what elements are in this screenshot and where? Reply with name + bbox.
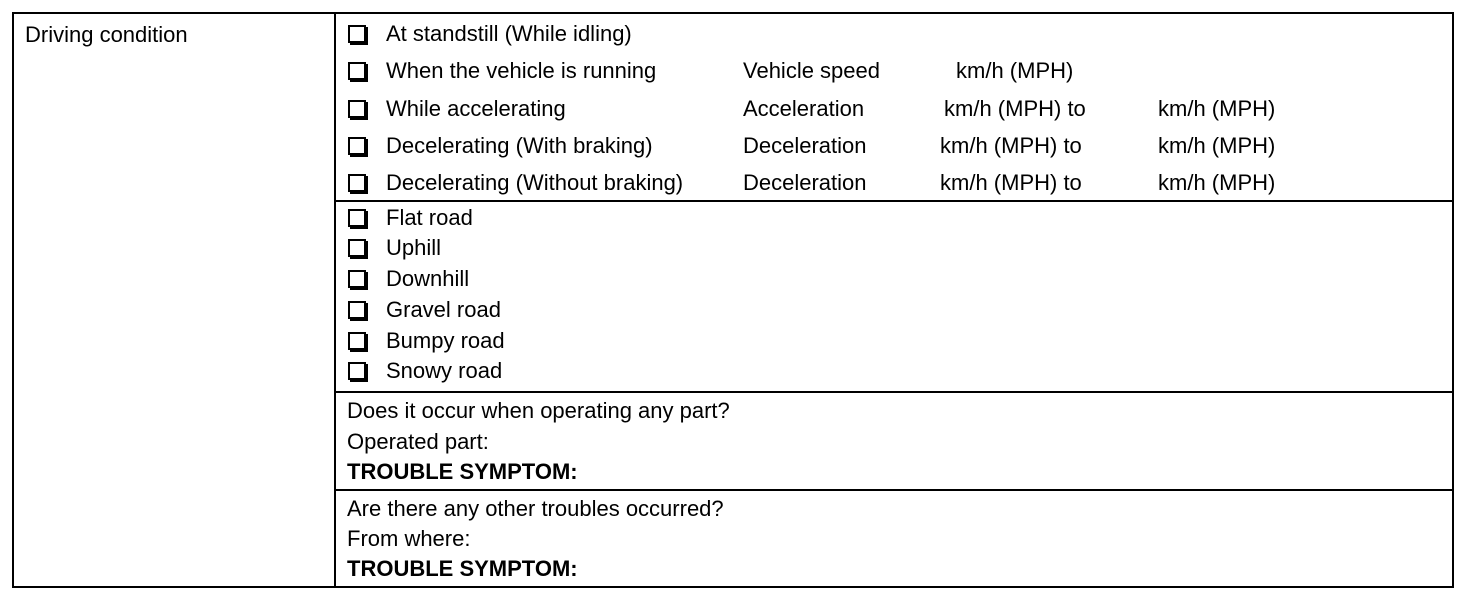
list-item	[336, 327, 936, 357]
acceleration-label: Acceleration	[743, 96, 865, 121]
checkbox-label: Decelerating (Without braking)	[386, 170, 684, 195]
list-item	[336, 19, 1436, 49]
list-item	[336, 296, 936, 326]
speed-to-unit: km/h (MPH)	[1158, 133, 1276, 158]
speed-unit: km/h (MPH)	[956, 58, 1074, 83]
list-item	[336, 204, 936, 234]
checkbox-label: Flat road	[386, 205, 473, 230]
checkbox-label: At standstill (While idling)	[386, 21, 632, 46]
other-troubles-section	[336, 491, 1452, 588]
road-type-section	[336, 202, 1452, 393]
checkbox-label: Decelerating (With braking)	[386, 133, 653, 158]
driving-condition-form	[12, 12, 1454, 588]
vehicle-speed-label: Vehicle speed	[743, 58, 880, 83]
operation-section	[336, 393, 1452, 491]
label-column	[14, 14, 336, 586]
checkbox-flat-road[interactable]	[348, 209, 366, 227]
operation-question: Does it occur when operating any part?	[347, 398, 730, 423]
deceleration-label: Deceleration	[743, 170, 867, 195]
other-troubles-question: Are there any other troubles occurred?	[347, 496, 724, 521]
checkbox-running[interactable]	[348, 62, 366, 80]
deceleration-label: Deceleration	[743, 133, 867, 158]
checkbox-decel-no-braking[interactable]	[348, 174, 366, 192]
checkbox-decel-braking[interactable]	[348, 137, 366, 155]
list-item	[336, 131, 1436, 161]
list-item	[336, 94, 1436, 124]
list-item	[336, 265, 936, 295]
from-where-label: From where:	[347, 526, 471, 551]
checkbox-uphill[interactable]	[348, 239, 366, 257]
checkbox-label: Gravel road	[386, 297, 501, 322]
checkbox-accelerating[interactable]	[348, 100, 366, 118]
speed-from-unit: km/h (MPH) to	[940, 133, 1082, 158]
driving-state-section	[336, 14, 1452, 202]
checkbox-downhill[interactable]	[348, 270, 366, 288]
speed-from-unit: km/h (MPH) to	[944, 96, 1086, 121]
list-item	[336, 357, 936, 387]
trouble-symptom-label: TROUBLE SYMPTOM:	[347, 556, 578, 581]
checkbox-label: Uphill	[386, 235, 442, 260]
operated-part-label: Operated part:	[347, 429, 489, 454]
speed-from-unit: km/h (MPH) to	[940, 170, 1082, 195]
checkbox-label: While accelerating	[386, 96, 566, 121]
options-column	[336, 14, 1452, 586]
list-item	[336, 234, 936, 264]
checkbox-label: When the vehicle is running	[386, 58, 657, 83]
checkbox-snowy-road[interactable]	[348, 362, 366, 380]
checkbox-bumpy-road[interactable]	[348, 332, 366, 350]
speed-to-unit: km/h (MPH)	[1158, 96, 1276, 121]
trouble-symptom-label: TROUBLE SYMPTOM:	[347, 459, 578, 484]
row-label: Driving condition	[25, 22, 188, 47]
checkbox-label: Snowy road	[386, 358, 503, 383]
list-item	[336, 56, 1436, 86]
checkbox-gravel-road[interactable]	[348, 301, 366, 319]
speed-to-unit: km/h (MPH)	[1158, 170, 1276, 195]
checkbox-standstill[interactable]	[348, 25, 366, 43]
checkbox-label: Bumpy road	[386, 328, 505, 353]
checkbox-label: Downhill	[386, 266, 470, 291]
list-item	[336, 168, 1436, 198]
